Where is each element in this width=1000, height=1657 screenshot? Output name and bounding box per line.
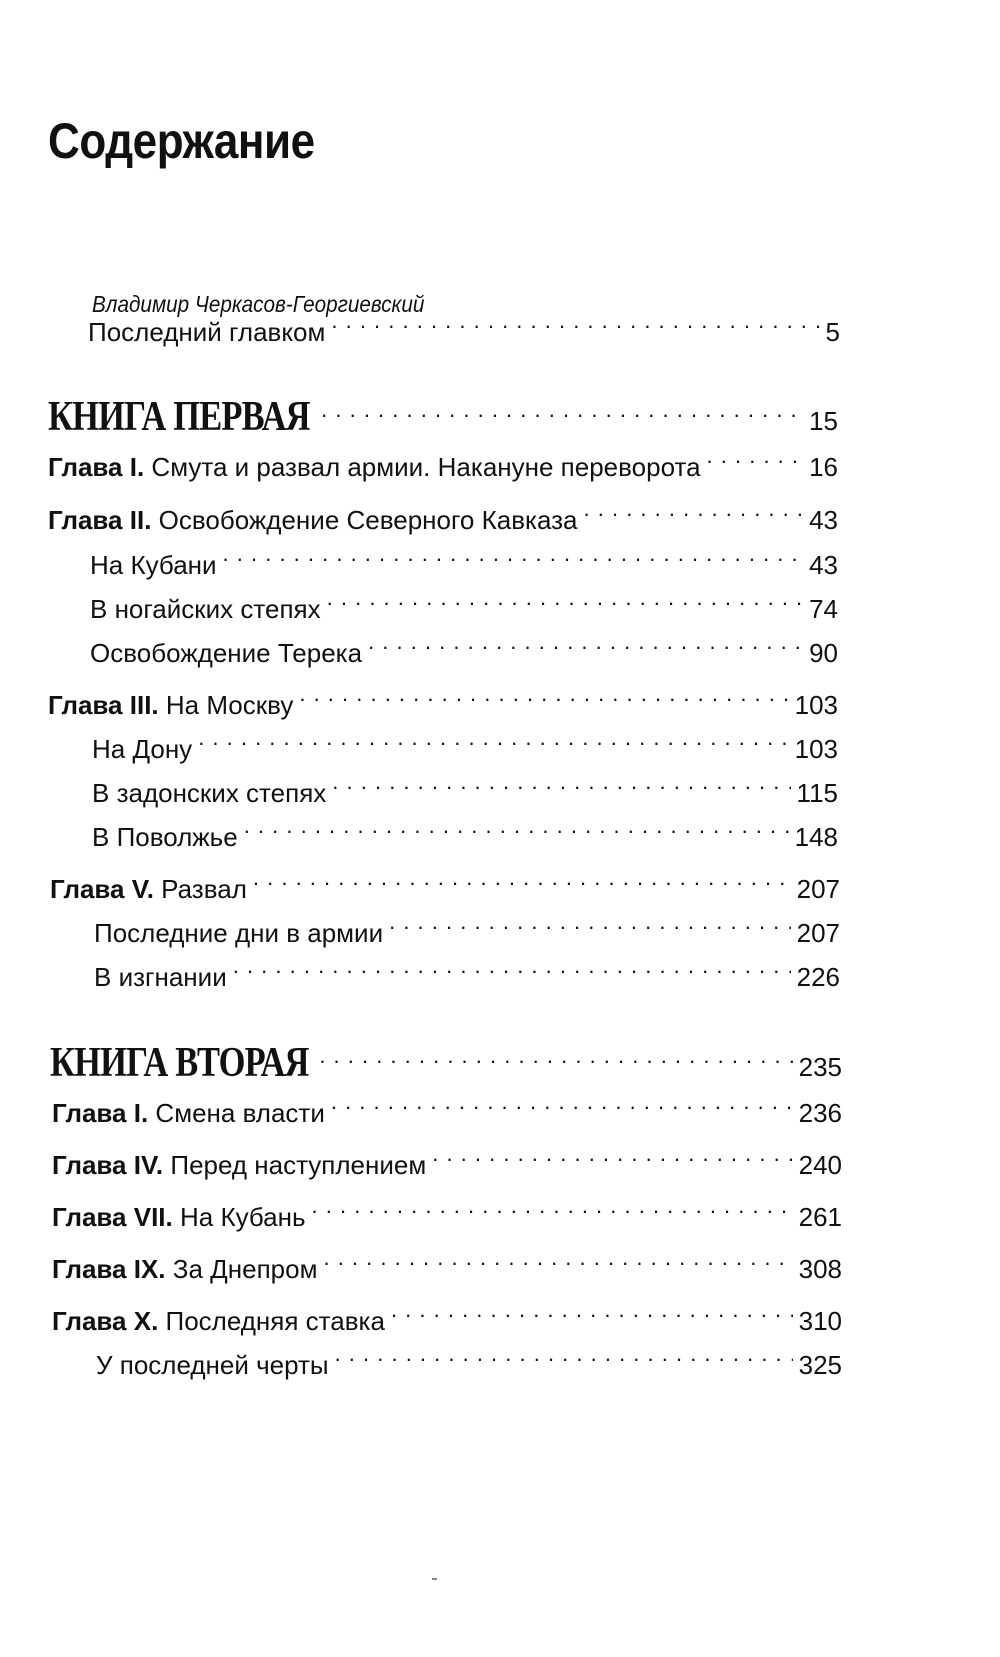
chapter-number: Глава VII. (52, 1202, 173, 1232)
dot-leader (327, 578, 803, 618)
toc-entry-page: 90 (809, 638, 838, 668)
toc-entry-page: 148 (794, 822, 838, 852)
chapter-number: Глава I. (48, 452, 145, 482)
dot-leader (233, 946, 791, 986)
toc-entry-page: 5 (825, 317, 840, 347)
dot-leader (253, 858, 791, 898)
book-page: 15 (809, 406, 838, 436)
dot-leader (323, 1238, 792, 1278)
dot-leader (223, 534, 804, 574)
toc-subentry[interactable] (90, 578, 838, 624)
toc-entry[interactable] (48, 436, 838, 482)
toc-entry[interactable] (52, 1186, 842, 1232)
subentry-title: В задонских степях (92, 778, 327, 808)
toc-entry-page: 43 (809, 550, 838, 580)
toc-subentry[interactable] (92, 806, 838, 852)
dot-leader (389, 902, 791, 942)
toc-subentry[interactable] (90, 534, 838, 580)
dot-leader (319, 1020, 792, 1076)
chapter-number: Глава II. (48, 505, 152, 535)
scan-speck (432, 1578, 437, 1580)
chapter-title: На Кубань (172, 1202, 306, 1232)
chapter-title: За Днепром (165, 1254, 318, 1284)
subentry-title: Освобождение Терека (90, 638, 363, 668)
subentry-title: Последние дни в армии (94, 918, 384, 948)
toc-entry[interactable] (52, 1082, 842, 1128)
subentry-title: На Дону (92, 734, 193, 764)
toc-entry-page: 207 (796, 874, 840, 904)
chapter-title: Смута и развал армии. Накануне переворота (144, 452, 701, 482)
toc-entry-page: 310 (798, 1306, 842, 1336)
subentry-title: У последней черты (96, 1350, 329, 1380)
subentry-title: В Поволжье (92, 822, 238, 852)
chapter-title: Последняя ставка (158, 1306, 385, 1336)
dot-leader (432, 1134, 792, 1174)
book-title: КНИГА ПЕРВАЯ (48, 394, 310, 440)
book-heading-2[interactable] (50, 1020, 842, 1086)
toc-entry-page: 115 (796, 778, 838, 808)
subentry-title: В изгнании (94, 962, 227, 992)
toc-entry-page: 236 (798, 1098, 842, 1128)
subentry-title: На Кубани (90, 550, 217, 580)
toc-entry-page: 308 (798, 1254, 842, 1284)
chapter-title: Смена власти (148, 1098, 325, 1128)
dot-leader (331, 1082, 793, 1122)
toc-entry-page: 207 (796, 918, 840, 948)
chapter-number: Глава I. (52, 1098, 149, 1128)
dot-leader (332, 762, 790, 802)
toc-entry-page: 325 (798, 1350, 842, 1380)
dot-leader (391, 1290, 793, 1330)
book-page: 235 (798, 1052, 842, 1082)
chapter-title: На Москву (158, 690, 294, 720)
chapter-number: Глава V. (50, 874, 154, 904)
subentry-title: В ногайских степях (90, 594, 321, 624)
toc-entry-page: 226 (796, 962, 840, 992)
chapter-number: Глава IX. (52, 1254, 166, 1284)
toc-subentry[interactable] (96, 1334, 842, 1380)
dot-leader (244, 806, 789, 846)
toc-entry-page: 43 (809, 505, 838, 535)
dot-leader (312, 1186, 793, 1226)
dot-leader (198, 718, 788, 758)
toc-entry-page: 103 (794, 734, 838, 764)
toc-entry-label: Последний главком (88, 317, 326, 347)
toc-entry-page: 240 (798, 1150, 842, 1180)
dot-leader (335, 1334, 793, 1374)
dot-leader (331, 301, 819, 341)
toc-entry[interactable] (48, 674, 838, 720)
toc-subentry[interactable] (92, 762, 838, 808)
toc-entry[interactable] (48, 489, 838, 535)
toc-subentry[interactable] (92, 718, 838, 764)
dot-leader (707, 436, 804, 476)
chapter-title: Освобождение Северного Кавказа (151, 505, 578, 535)
chapter-number: Глава IV. (52, 1150, 164, 1180)
toc-entry-preface[interactable] (88, 301, 840, 347)
dot-leader (299, 674, 788, 714)
toc-subentry[interactable] (94, 946, 840, 992)
toc-entry[interactable] (52, 1134, 842, 1180)
chapter-number: Глава III. (48, 690, 159, 720)
toc-entry[interactable] (50, 858, 840, 904)
toc-entry[interactable] (52, 1238, 842, 1284)
toc-subentry[interactable] (90, 622, 838, 668)
book-title: КНИГА ВТОРАЯ (50, 1040, 309, 1086)
preface-author: Владимир Черкасов-Георгиевский (92, 291, 425, 317)
chapter-title: Перед наступлением (163, 1150, 427, 1180)
chapter-number: Глава X. (52, 1306, 159, 1336)
toc-entry-page: 103 (794, 690, 838, 720)
toc-entry-page: 16 (809, 452, 838, 482)
dot-leader (368, 622, 803, 662)
dot-leader (321, 374, 803, 430)
toc-subentry[interactable] (94, 902, 840, 948)
toc-entry[interactable] (52, 1290, 842, 1336)
dot-leader (584, 489, 804, 529)
toc-entry-page: 261 (798, 1202, 842, 1232)
page-title: Содержание (48, 113, 315, 169)
toc-entry-page: 74 (809, 594, 838, 624)
book-heading-1[interactable] (48, 374, 838, 440)
chapter-title: Развал (153, 874, 247, 904)
